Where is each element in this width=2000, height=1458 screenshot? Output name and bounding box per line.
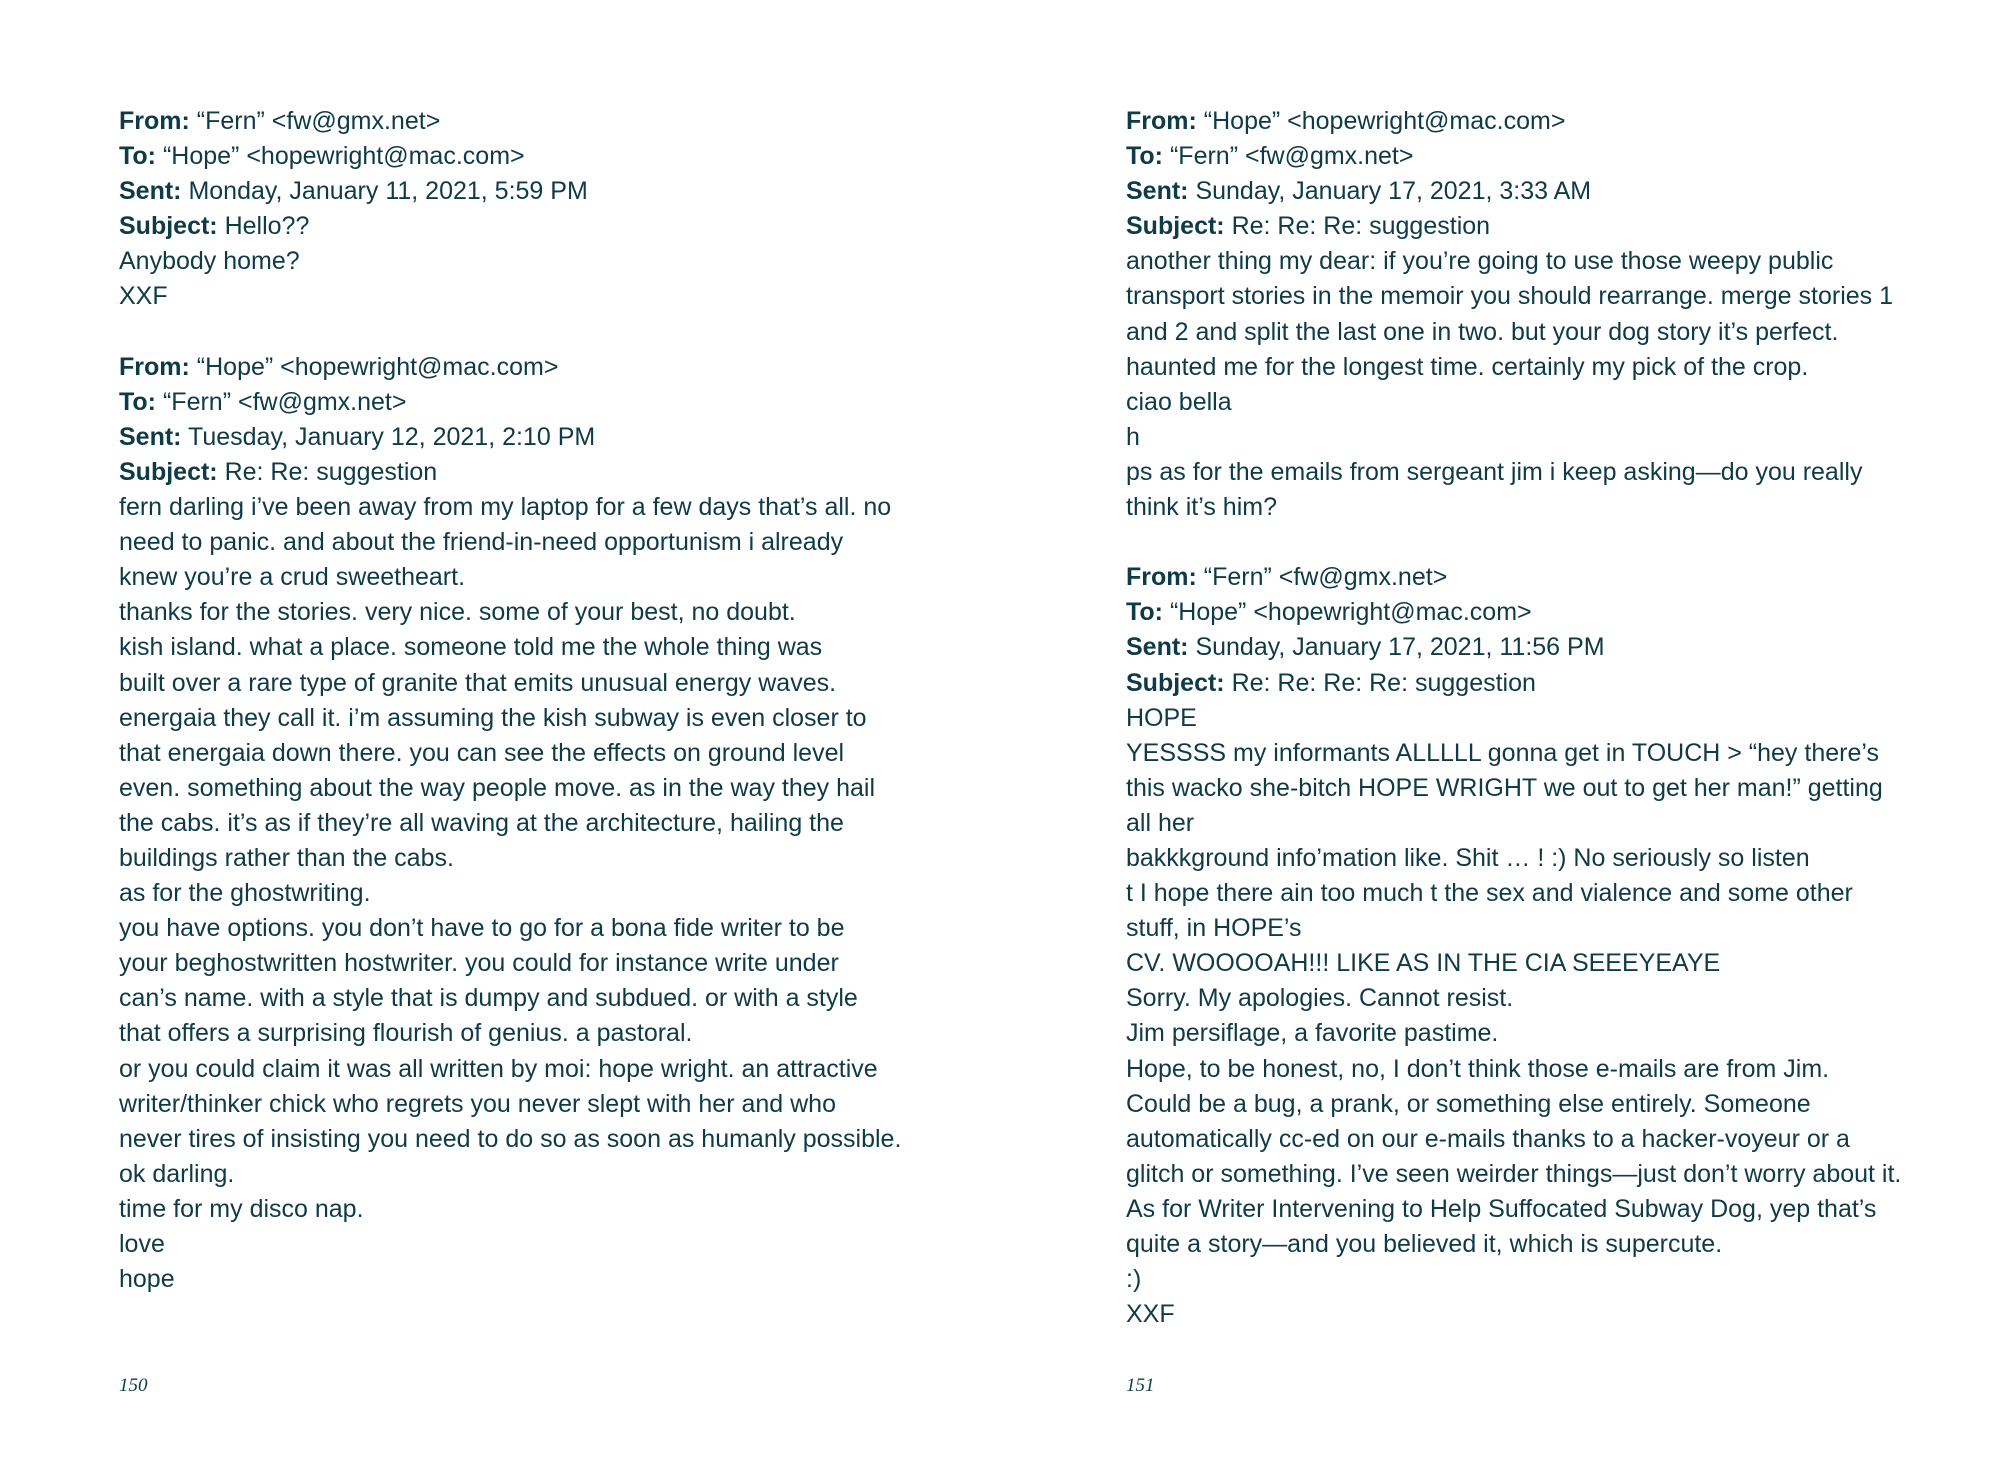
- right-page: [1126, 0, 1946, 1458]
- from-value: “Fern” <fw@gmx.net>: [196, 107, 441, 135]
- body-line: Could be a bug, a prank, or something else entirely. Someone: [1126, 1089, 1811, 1118]
- sent-value: Tuesday, January 12, 2021, 2:10 PM: [188, 422, 596, 451]
- email-subject-line: [119, 209, 979, 244]
- left-page-content: [119, 104, 979, 1297]
- body-line: the cabs. it’s as if they’re all waving at the architecture, hailing the: [119, 808, 844, 837]
- from-value: “Hope” <hopewright@mac.com>: [196, 352, 559, 381]
- left-page: [119, 0, 979, 1458]
- subject-label: Subject:: [1126, 668, 1225, 697]
- email-hope-jan-17: [1126, 104, 1946, 525]
- email-from-line: [1126, 560, 1946, 595]
- from-value: “Fern” <fw@gmx.net>: [1203, 563, 1448, 592]
- email-fern-jan-11: [119, 104, 979, 315]
- body-line: Hope, to be honest, no, I don’t think those e-mails are from Jim.: [1126, 1054, 1830, 1083]
- body-line: :): [1126, 1265, 1142, 1294]
- body-line: Sorry. My apologies. Cannot resist.: [1126, 984, 1514, 1013]
- email-to-line: [1126, 595, 1946, 630]
- body-line: h: [1126, 422, 1140, 451]
- body-line: hope: [119, 1265, 175, 1294]
- body-line: even. something about the way people move. as in the way they hail: [119, 773, 876, 802]
- subject-value: Re: Re: suggestion: [224, 457, 438, 486]
- body-line: kish island. what a place. someone told me the whole thing was: [119, 633, 823, 662]
- body-line: fern darling i’ve been away from my laptop for a few days that’s all. no: [119, 493, 892, 522]
- body-line: you have options. you don’t have to go for a bona fide writer to be: [119, 914, 845, 943]
- email-from-line: [119, 104, 979, 139]
- email-subject-line: [1126, 666, 1946, 701]
- from-label: From:: [1126, 563, 1197, 592]
- body-line: t I hope there ain too much t the sex and vialence and some other: [1126, 879, 1853, 908]
- body-line: thanks for the stories. very nice. some of your best, no doubt.: [119, 598, 796, 627]
- sent-label: Sent:: [119, 422, 182, 451]
- body-line: that offers a surprising flourish of genius. a pastoral.: [119, 1019, 693, 1048]
- to-value: “Hope” <hopewright@mac.com>: [162, 142, 525, 171]
- sent-label: Sent:: [119, 177, 182, 206]
- body-line: automatically cc-ed on our e-mails thanks to a hacker-voyeur or a: [1126, 1124, 1850, 1153]
- from-label: From:: [119, 352, 190, 381]
- body-line: Jim persiflage, a favorite pastime.: [1126, 1019, 1499, 1048]
- body-line: that energaia down there. you can see the effects on ground level: [119, 738, 845, 767]
- sent-value: Sunday, January 17, 2021, 3:33 AM: [1195, 177, 1592, 206]
- body-line: HOPE: [1126, 703, 1197, 732]
- email-sent-line: [119, 174, 979, 209]
- email-sent-line: [119, 420, 979, 455]
- to-label: To:: [119, 387, 157, 416]
- body-line: energaia they call it. i’m assuming the kish subway is even closer to: [119, 703, 867, 732]
- body-line: all her: [1126, 808, 1195, 837]
- body-line: stuff, in HOPE’s: [1126, 914, 1302, 943]
- from-label: From:: [1126, 107, 1197, 135]
- body-line: Anybody home?: [119, 247, 300, 276]
- body-line: ps as for the emails from sergeant jim i keep asking—do you really: [1126, 457, 1863, 486]
- body-line: knew you’re a crud sweetheart.: [119, 563, 466, 592]
- to-label: To:: [119, 142, 157, 171]
- body-line: never tires of insisting you need to do so as soon as humanly possible.: [119, 1124, 902, 1153]
- body-line: time for my disco nap.: [119, 1194, 364, 1223]
- from-value: “Hope” <hopewright@mac.com>: [1203, 107, 1566, 135]
- email-to-line: [119, 139, 979, 174]
- body-line: or you could claim it was all written by moi: hope wright. an attractive: [119, 1054, 878, 1083]
- email-hope-jan-12: [119, 350, 979, 1298]
- body-line: XXF: [1126, 1300, 1175, 1329]
- email-sent-line: [1126, 174, 1946, 209]
- email-body: [1126, 701, 1946, 1333]
- right-page-content: [1126, 104, 1946, 1332]
- body-line: transport stories in the memoir you should rearrange. merge stories 1: [1126, 282, 1894, 311]
- to-value: “Hope” <hopewright@mac.com>: [1169, 598, 1532, 627]
- body-line: buildings rather than the cabs.: [119, 843, 454, 872]
- body-line: love: [119, 1230, 165, 1258]
- body-line: need to panic. and about the friend-in-need opportunism i already: [119, 528, 844, 557]
- email-body: [119, 244, 979, 314]
- body-line: built over a rare type of granite that emits unusual energy waves.: [119, 668, 837, 697]
- body-line: as for the ghostwriting.: [119, 879, 371, 908]
- subject-value: Re: Re: Re: suggestion: [1231, 212, 1491, 241]
- email-subject-line: [1126, 209, 1946, 244]
- body-line: XXF: [119, 282, 168, 311]
- body-line: YESSSS my informants ALLLLL gonna get in TOUCH > “hey there’s: [1126, 738, 1879, 767]
- page-number: 151: [1126, 1375, 1155, 1396]
- body-line: can’s name. with a style that is dumpy and subdued. or with a style: [119, 984, 858, 1013]
- body-line: your beghostwritten hostwriter. you could for instance write under: [119, 949, 839, 978]
- body-line: bakkkground info’mation like. Shit … ! :) No seriously so listen: [1126, 843, 1810, 872]
- email-subject-line: [119, 455, 979, 490]
- from-label: From:: [119, 107, 190, 135]
- email-body: [1126, 244, 1946, 525]
- to-label: To:: [1126, 598, 1164, 627]
- email-from-line: [1126, 104, 1946, 139]
- body-line: CV. WOOOOAH!!! LIKE AS IN THE CIA SEEEYEAYE: [1126, 949, 1721, 978]
- body-line: quite a story—and you believed it, which is supercute.: [1126, 1230, 1723, 1258]
- body-line: another thing my dear: if you’re going to use those weepy public: [1126, 247, 1834, 276]
- email-from-line: [119, 350, 979, 385]
- subject-label: Subject:: [119, 212, 218, 241]
- email-sent-line: [1126, 630, 1946, 665]
- email-to-line: [1126, 139, 1946, 174]
- body-line: As for Writer Intervening to Help Suffocated Subway Dog, yep that’s: [1126, 1194, 1877, 1223]
- to-value: “Fern” <fw@gmx.net>: [162, 387, 407, 416]
- sent-value: Monday, January 11, 2021, 5:59 PM: [188, 177, 588, 206]
- body-line: glitch or something. I’ve seen weirder things—just don’t worry about it.: [1126, 1159, 1902, 1188]
- sent-value: Sunday, January 17, 2021, 11:56 PM: [1195, 633, 1605, 662]
- sent-label: Sent:: [1126, 177, 1189, 206]
- body-line: this wacko she-bitch HOPE WRIGHT we out to get her man!” getting: [1126, 773, 1883, 802]
- subject-value: Hello??: [224, 212, 310, 241]
- body-line: ok darling.: [119, 1159, 235, 1188]
- to-value: “Fern” <fw@gmx.net>: [1169, 142, 1414, 171]
- body-line: haunted me for the longest time. certainly my pick of the crop.: [1126, 352, 1809, 381]
- subject-value: Re: Re: Re: Re: suggestion: [1231, 668, 1536, 697]
- subject-label: Subject:: [119, 457, 218, 486]
- to-label: To:: [1126, 142, 1164, 171]
- body-line: writer/thinker chick who regrets you never slept with her and who: [119, 1089, 836, 1118]
- body-line: think it’s him?: [1126, 493, 1277, 522]
- subject-label: Subject:: [1126, 212, 1225, 241]
- page-number: 150: [119, 1375, 148, 1396]
- body-line: and 2 and split the last one in two. but your dog story it’s perfect.: [1126, 317, 1839, 346]
- body-line: ciao bella: [1126, 387, 1232, 416]
- sent-label: Sent:: [1126, 633, 1189, 662]
- email-to-line: [119, 385, 979, 420]
- email-fern-jan-17: [1126, 560, 1946, 1332]
- email-body: [119, 490, 979, 1297]
